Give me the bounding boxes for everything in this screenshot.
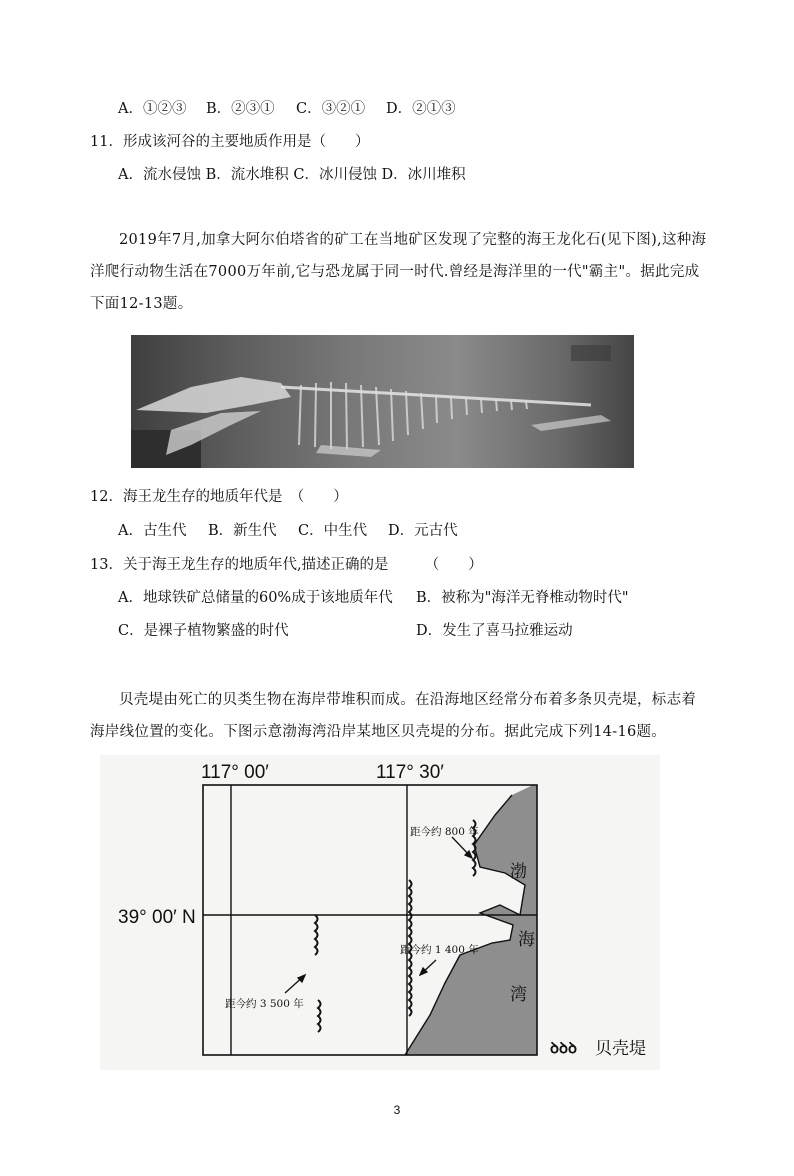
- q13-option-a: A．地球铁矿总储量的60%成于该地质年代: [118, 590, 393, 606]
- lon-label-117-00: 117° 00′: [201, 762, 269, 783]
- q12-option-a: A．古生代: [118, 523, 187, 539]
- label-800-years: 距今约 800 年: [410, 826, 479, 838]
- legend-shell-symbol: ꝺꝺꝺ: [550, 1039, 577, 1057]
- q10-option-b: B．②③①: [206, 101, 275, 117]
- q10-option-a: A．①②③: [118, 101, 187, 117]
- q11-options: A．流水侵蚀 B．流水堆积 C．冰川侵蚀 D．冰川堆积: [118, 167, 466, 183]
- q12-stem: 12．海王龙生存的地质年代是 （ ）: [90, 489, 348, 505]
- mosasaur-fossil-photo: [131, 335, 634, 468]
- lat-label-39-00: 39° 00′ N: [118, 907, 196, 928]
- page-number: 3: [393, 1103, 401, 1117]
- label-3500-years: 距今约 3 500 年: [225, 998, 304, 1010]
- label-1400-years: 距今约 1 400 年: [400, 944, 479, 956]
- q12-option-d: D．元古代: [388, 523, 458, 539]
- passage-mosasaur: 2019年7月,加拿大阿尔伯塔省的矿工在当地矿区发现了完整的海王龙化石(见下图),这种海洋爬行动物生活在7000万年前,它与恐龙属于同一时代.曾经是海洋里的一代"霸主"。据此完成下面12-13题。: [90, 232, 707, 312]
- legend-label: 贝壳堤: [595, 1039, 646, 1059]
- passage-shell-ridge: 贝壳堤由死亡的贝类生物在海岸带堆积而成。在沿海地区经常分布着多条贝壳堤，标志着海岸线位置的变化。下图示意渤海湾沿岸某地区贝壳堤的分布。据此完成下列14-16题。: [90, 692, 697, 740]
- q12-option-b: B．新生代: [208, 523, 277, 539]
- q10-option-d: D．②①③: [386, 101, 456, 117]
- q13-stem: 13．关于海王龙生存的地质年代,描述正确的是 （ ）: [90, 557, 483, 573]
- q13-option-d: D．发生了喜马拉雅运动: [416, 623, 573, 639]
- q10-option-c: C．③②①: [296, 101, 366, 117]
- q12-options: [118, 521, 458, 541]
- sea-label-wan: 湾: [510, 985, 527, 1005]
- lon-label-117-30: 117° 30′: [376, 762, 444, 783]
- q13-option-b: B．被称为"海洋无脊椎动物时代": [416, 590, 629, 606]
- sea-label-hai: 海: [518, 930, 535, 950]
- sea-label-bo: 渤: [510, 862, 527, 882]
- q13-option-c: C．是裸子植物繁盛的时代: [118, 623, 289, 639]
- q11-stem: 11．形成该河谷的主要地质作用是（ ）: [90, 134, 370, 150]
- q10-options: [118, 99, 456, 119]
- shell-ridge-map: [100, 755, 660, 1070]
- fossil-skeleton-drawing: [131, 335, 634, 468]
- q12-option-c: C．中生代: [298, 523, 368, 539]
